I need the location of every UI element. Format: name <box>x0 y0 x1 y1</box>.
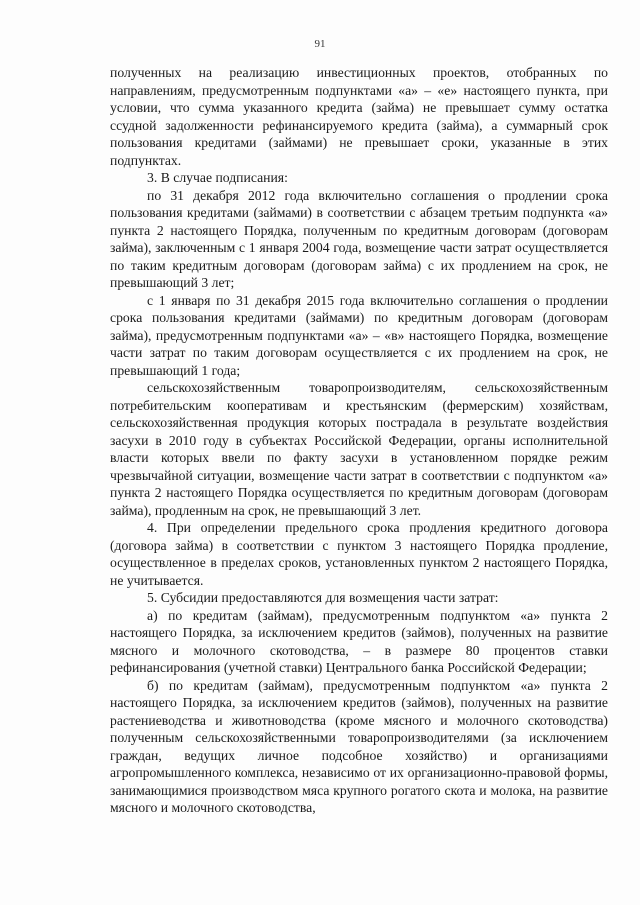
paragraph-1: полученных на реализацию инвестиционных проектов, отобранных по направлениям, предусмотренным подпунктами «а» – «е» настоящего пункта, при условии, что сумма указанного кредита (займа) не превышает сумму остатка ссудной задолженности рефинансируемого кредита (займа), а суммарный срок пользования кредитами (займами) не превышает сроки, указанные в этих подпунктах. <box>110 65 608 168</box>
paragraph-8: а) по кредитам (займам), предусмотренным подпунктом «а» пункта 2 настоящего Порядка, за исключением кредитов (займов), полученных на развитие мясного и молочного скотоводства, – в размере 80 процентов ставки рефинансирования (учетной ставки) Центрального банка Российской Федерации; <box>110 607 608 675</box>
page-number: 91 <box>314 38 326 50</box>
body-text <box>110 64 608 817</box>
paragraph-4: с 1 января по 31 декабря 2015 года включительно соглашения о продлении срока пользования кредитами (займами) по кредитным договорам (договорам займа), предусмотренным подпунктами «а» – «в» настоящего Порядка, возмещение части затрат по таким договорам осуществляется с их продлением на срок, не превышающий 1 года; <box>110 292 608 378</box>
paragraph-6: 4. При определении предельного срока продления кредитного договора (договора займа) в соответствии с пунктом 3 настоящего Порядка продление, осуществленное в пределах сроков, установленных пунктом 2 настоящего Порядка, не учитывается. <box>110 520 608 588</box>
paragraph-9: б) по кредитам (займам), предусмотренным подпунктом «а» пункта 2 настоящего Порядка, за исключением кредитов (займов), полученных на развитие растениеводства и животноводства (кроме мясного и молочного скотоводства) полученным сельскохозяйственными товаропроизводителями (за исключением граждан, ведущих личное подсобное хозяйство) и организациями агропромышленного комплекса, независимо от их организационно-правовой формы, занимающимися производством мяса крупного рогатого скота и молока, на развитие мясного и молочного скотоводства, <box>110 677 608 815</box>
paragraph-2: 3. В случае подписания: <box>147 170 288 185</box>
paragraph-5: сельскохозяйственным товаропроизводителям, сельскохозяйственным потребительским кооперативам и крестьянским (фермерским) хозяйствам, сельскохозяйственная продукция которых пострадала в результате воздействия засухи в 2010 году в субъектах Российской Федерации, органы исполнительной власти которых ввели по факту засухи в установленном порядке режим чрезвычайной ситуации, возмещение части затрат в соответствии с подпунктом «а» пункта 2 настоящего Порядка осуществляется по кредитным договорам (договорам займа), продленным на срок, не превышающий 3 лет. <box>110 380 608 518</box>
paragraph-3: по 31 декабря 2012 года включительно соглашения о продлении срока пользования кредитами (займами) в соответствии с абзацем третьим подпункта «а» пункта 2 настоящего Порядка, полученным по кредитным договорам (договорам займа), заключенным с 1 января 2004 года, возмещение части затрат осуществляется по таким кредитным договорам (договорам займа) с их продлением на срок, не превышающий 3 лет; <box>110 187 608 290</box>
paragraph-7: 5. Субсидии предоставляются для возмещения части затрат: <box>147 590 499 605</box>
